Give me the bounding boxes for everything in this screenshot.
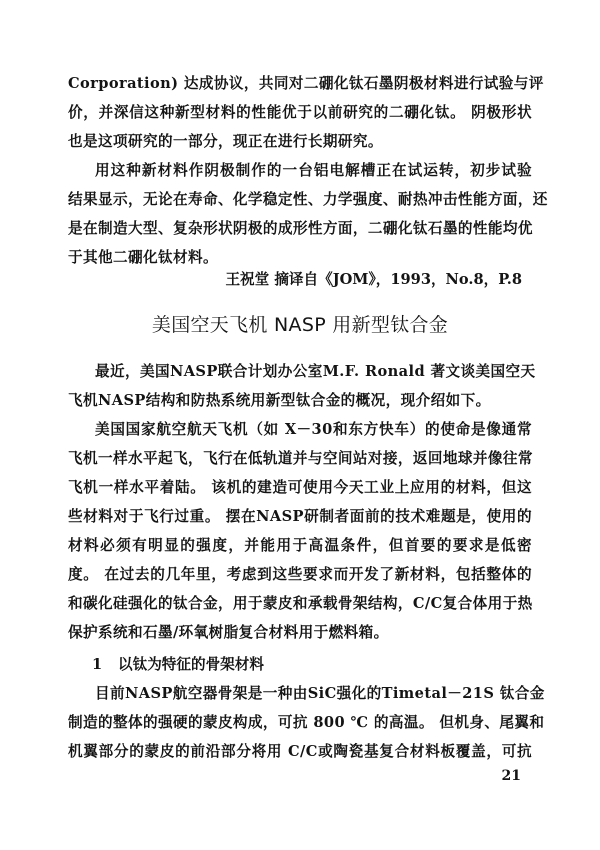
section-heading-text: 以钛为特征的骨架材料 [118,656,264,673]
text-line: 结果显示，无论在寿命、化学稳定性、力学强度、耐热冲击性能方面，还 [68,191,548,208]
text-line: 于其他二硼化钛材料。 [68,249,218,266]
text-line: 度。 在过去的几年里，考虑到这些要求而开发了新材料，包括整体的 [68,566,532,583]
text-line: 价，并深信这种新型材料的性能优于以前研究的二硼化钛。 阴极形状 [68,104,532,121]
section-number: 1 [92,656,103,673]
article-title: 美国空天飞机 NASP 用新型钛合金 [151,314,449,336]
text-line: 些材料对于飞行过重。 摆在NASP研制者面前的技术难题是，使用的 [68,508,532,525]
text-line: 用这种新材料作阴极制作的一台铝电解槽正在试运转，初步试验 [95,162,532,179]
text-line: 材料必须有明显的强度，并能用于高温条件，但首要的要求是低密 [68,537,532,554]
text-line: 美国国家航空航天飞机（如 X－30和东方快车）的使命是像通常 [95,421,532,438]
section-heading [92,653,264,674]
text-line: 也是这项研究的一部分，现正在进行长期研究。 [68,133,383,150]
text-line: 飞机NASP结构和防热系统用新型钛合金的概况，现介绍如下。 [68,392,491,409]
text-line: Corporation) 达成协议，共同对二硼化钛石墨阴极材料进行试验与评 [68,75,544,92]
text-line: 飞机一样水平着陆。 该机的建造可使用今天工业上应用的材料，但这 [68,479,532,496]
page-number: 21 [501,768,521,784]
text-line: 保护系统和石墨/环氧树脂复合材料用于燃料箱。 [68,624,389,641]
text-line: 是在制造大型、复杂形状阴极的成形性方面，二硼化钛石墨的性能均优 [68,220,533,237]
source-attribution: 王祝堂 摘译自《JOM》，1993，No.8，P.8 [225,271,522,288]
text-line: 和碳化硅强化的钛合金，用于蒙皮和承载骨架结构，C/C复合体用于热 [68,595,533,612]
text-line: 制造的整体的强硬的蒙皮构成，可抗 800 ℃ 的高温。 但机身、尾翼和 [68,714,545,731]
text-line: 最近，美国NASP联合计划办公室M.F. Ronald 著文谈美国空天 [95,363,536,380]
text-line: 机翼部分的蒙皮的前沿部分将用 C/C或陶瓷基复合材料板覆盖，可抗 [68,743,532,760]
text-line: 目前NASP航空器骨架是一种由SiC强化的Timetal－21S 钛合金 [95,685,545,702]
text-line: 飞机一样水平起飞，飞行在低轨道并与空间站对接，返回地球并像往常 [68,450,533,467]
